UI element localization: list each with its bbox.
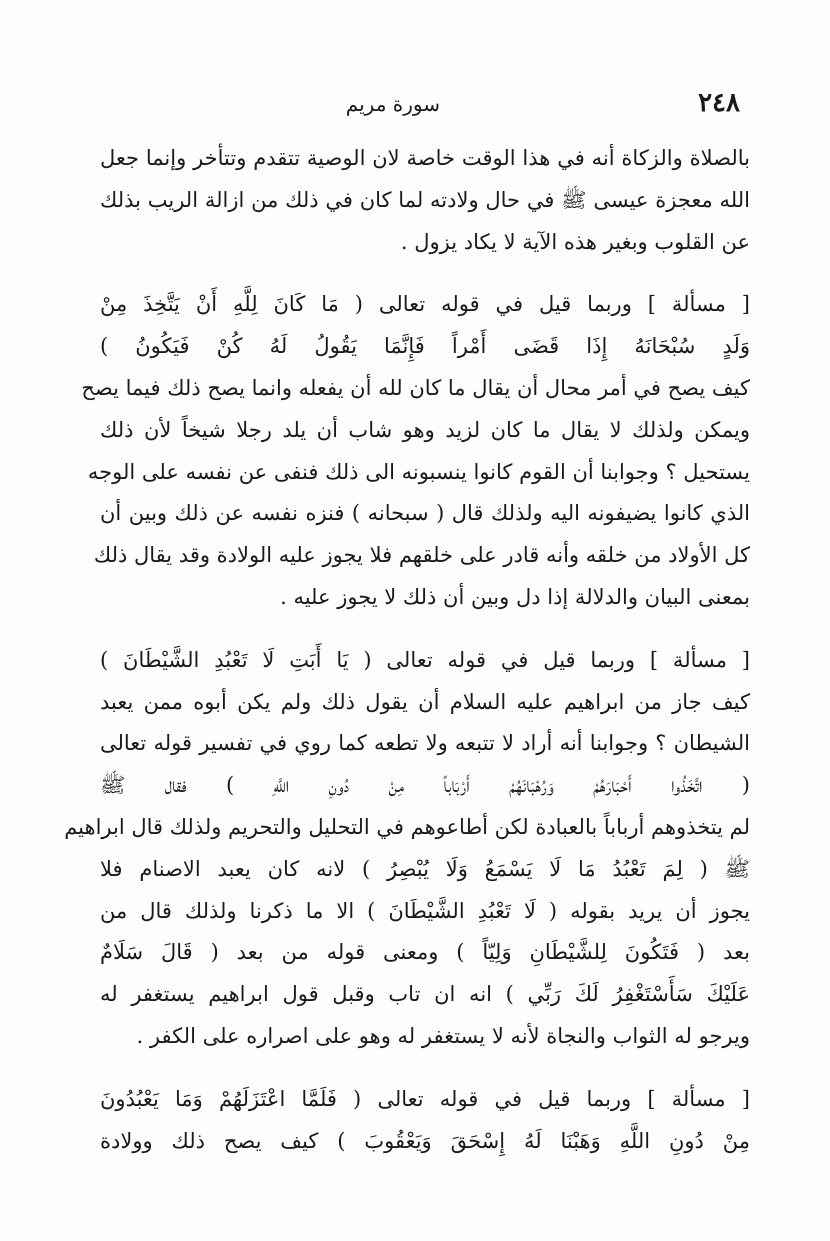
paragraph [100, 1079, 750, 1163]
text-line: كل الأولاد من خلقه وأنه قادر على خلقهم فلا يجوز عليه الولادة وقد يقال ذلك [93, 543, 750, 568]
page-number: ٢٤٨ [698, 88, 740, 118]
text-line: عن القلوب وبغير هذه الآية لا يكاد يزول . [400, 229, 750, 254]
body-text [64, 138, 750, 1162]
text-line: ويمكن ولذلك لا يقال ما كان لزيد وهو شاب أن يلد رجلا شيخاً لأن ذلك [100, 417, 750, 442]
running-title: سورة مريم [345, 92, 440, 116]
text-line: الشيطان ؟ وجوابنا أنه أراد لا تتبعه ولا تطعه كما روي في تفسير قوله تعالى [100, 731, 750, 756]
text-line: بمعنى البيان والدلالة إذا دل وبين أن ذلك لا يجوز عليه . [280, 584, 750, 609]
paragraph [81, 284, 750, 618]
text-line: لم يتخذوهم أرباباً بالعبادة لكن أطاعوهم في التحليل والتحريم ولذلك قال ابراهيم [64, 814, 750, 839]
text-line: يجوز أن يريد بقوله ( لَا تَعْبُدِ الشَّيْطَانَ ) الا ما ذكرنا ولذلك قال من [100, 898, 750, 923]
paragraph [64, 640, 750, 1058]
text-line: عَلَيْكَ سَأَسْتَغْفِرُ لَكَ رَبِّي ) انه ان تاب وقبل قول ابراهيم يستغفر له [100, 982, 750, 1007]
text-line: مِنْ دُونِ اللَّهِ وَهَبْنَا لَهُ إِسْحَقَ وَيَعْقُوبَ ) كيف يصح ذلك وولادة [100, 1128, 750, 1153]
text-line: ويرجو له الثواب والنجاة لأنه لا يستغفر له وهو على اصراره على الكفر . [136, 1023, 750, 1048]
text-line: بعد ( فَتَكُونَ لِلشَّيْطَانِ وَلِيّاً ) ومعنى قوله من بعد ( قَالَ سَلَامٌ [100, 940, 750, 965]
text-line: يستحيل ؟ وجوابنا أن القوم كانوا ينسبونه الى ذلك فنفى عن نفسه على الوجه [87, 459, 750, 484]
text-line: الذي كانوا يضيفونه اليه ولذلك قال ( سبحانه ) فنزه نفسه عن ذلك وبين أن [100, 501, 750, 526]
text-line: كيف يصح في أمر محال أن يقال ما كان لله أن يفعله وانما يصح ذلك فيما يصح [81, 375, 750, 400]
text-line: وَلَدٍ سُبْحَانَهُ إِذَا قَضَى أَمْراً فَإِنَّمَا يَقُولُ لَهُ كُنْ فَيَكُونُ ) [100, 334, 750, 359]
text-line: [ مسألة ] وربما قيل في قوله تعالى ( فَلَمَّا اعْتَزَلَهُمْ وَمَا يَعْبُدُونَ [100, 1086, 750, 1111]
text-line: كيف جاز من ابراهيم عليه السلام أن يقول ذلك ولم يكن أبوه ممن يعبد [100, 689, 750, 714]
text-line: [ مسألة ] وربما قيل في قوله تعالى ( مَا كَانَ لِلَّهِ أَنْ يَتَّخِذَ مِنْ [100, 292, 750, 317]
page-header [100, 88, 740, 128]
text-line: بالصلاة والزكاة أنه في هذا الوقت خاصة لان الوصية تتقدم وتتأخر وإنما جعل [100, 146, 750, 170]
text-line: ( اتَّخَذُوا أَحْبَارَهُمْ وَرُهْبَانَهُمْ أَرْبَاباً مِنْ دُونِ اللَّهِ ) فقال ﷺ [100, 773, 750, 798]
text-line: [ مسألة ] وربما قيل في قوله تعالى ( يَا أَبَتِ لَا تَعْبُدِ الشَّيْطَانَ ) [100, 647, 750, 672]
text-line: ﷺ ( لِمَ تَعْبُدُ مَا لَا يَسْمَعُ وَلَا يُبْصِرُ ) لانه كان يعبد الاصنام فلا [100, 856, 750, 881]
text-line: الله معجزة عيسى ﷺ في حال ولادته لما كان في ذلك من ازالة الريب بذلك [100, 187, 750, 212]
paragraph [100, 138, 750, 263]
